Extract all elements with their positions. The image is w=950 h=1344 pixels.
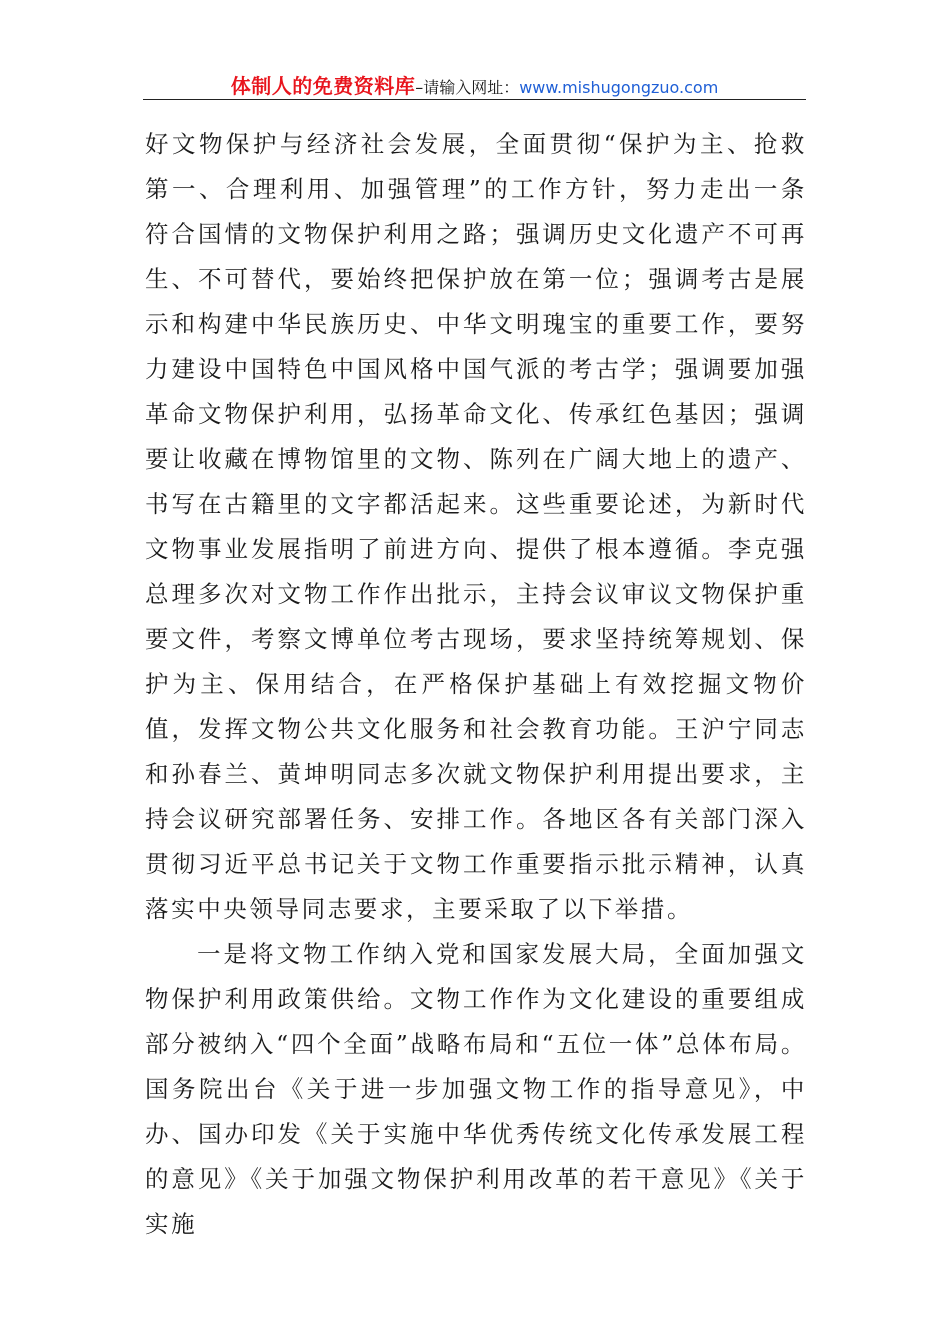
site-name: 体制人的免费资料库 xyxy=(230,74,416,98)
page-header xyxy=(143,70,806,100)
url-prompt: –请输入网址： xyxy=(415,78,520,97)
paragraph-1: 好文物保护与经济社会发展，全面贯彻“保护为主、抢救第一、合理利用、加强管理”的工作方针，努力走出一条符合国情的文物保护利用之路；强调历史文化遗产不可再生、不可替代，要始终把保护放在第一位；强调考古是展示和构建中华民族历史、中华文明瑰宝的重要工作，要努力建设中国特色中国风格中国气派的考古学；强调要加强革命文物保护利用，弘扬革命文化、传承红色基因；强调要让收藏在博物馆里的文物、陈列在广阔大地上的遗产、书写在古籍里的文字都活起来。这些重要论述，为新时代文物事业发展指明了前进方向、提供了根本遵循。李克强总理多次对文物工作作出批示，主持会议审议文物保护重要文件，考察文博单位考古现场，要求坚持统筹规划、保护为主、保用结合，在严格保护基础上有效挖掘文物价值，发挥文物公共文化服务和社会教育功能。王沪宁同志和孙春兰、黄坤明同志多次就文物保护利用提出要求，主持会议研究部署任务、安排工作。各地区各有关部门深入贯彻习近平总书记关于文物工作重要指示批示精神，认真落实中央领导同志要求，主要采取了以下举措。 xyxy=(145,130,807,923)
paragraph-2: 一是将文物工作纳入党和国家发展大局，全面加强文物保护利用政策供给。文物工作作为文化建设的重要组成部分被纳入“四个全面”战略布局和“五位一体”总体布局。国务院出台《关于进一步加强文物工作的指导意见》，中办、国办印发《关于实施中华优秀传统文化传承发展工程的意见》《关于加强文物保护利用改革的若干意见》《关于实施 xyxy=(145,940,807,1238)
site-url-link[interactable]: www.mishugongzuo.com xyxy=(519,78,719,97)
header-divider xyxy=(143,99,806,100)
document-body xyxy=(145,122,807,1247)
